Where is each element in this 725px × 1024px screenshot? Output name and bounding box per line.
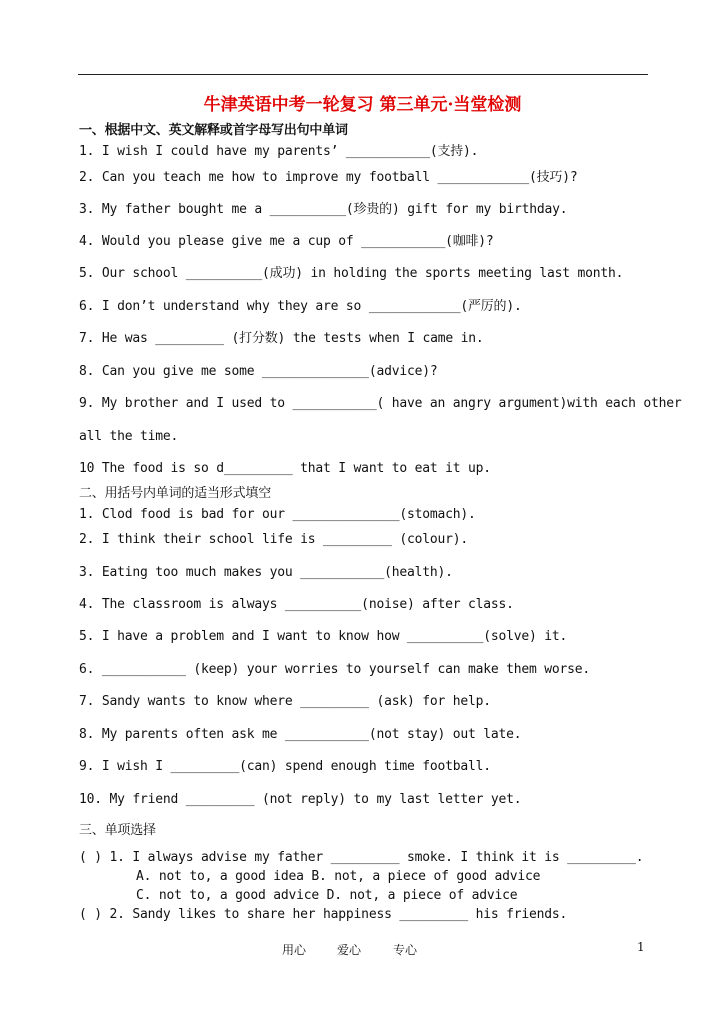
footer-motto: 专心 <box>393 943 418 957</box>
question-item-continuation: all the time. <box>79 429 179 444</box>
question-item: 6. I don’t understand why they are so ____________(严厉的). <box>79 299 522 314</box>
choice-options: A. not to, a good idea B. not, a piece of good advice <box>136 869 541 884</box>
section-2-heading: 二、用括号内单词的适当形式填空 <box>79 486 272 501</box>
header-rule <box>78 74 648 75</box>
question-item: 7. He was _________ (打分数) the tests when I came in. <box>79 331 484 346</box>
question-item: 2. Can you teach me how to improve my football ____________(技巧)? <box>79 170 578 185</box>
question-item: 7. Sandy wants to know where _________ (ask) for help. <box>79 694 491 709</box>
footer-motto: 爱心 <box>337 943 362 957</box>
question-item: 9. I wish I _________(can) spend enough time football. <box>79 759 491 774</box>
choice-question: ( ) 1. I always advise my father _________ smoke. I think it is _________. <box>79 850 644 865</box>
question-item: 8. My parents often ask me ___________(not stay) out late. <box>79 727 522 742</box>
page-number: 1 <box>637 940 645 954</box>
choice-question: ( ) 2. Sandy likes to share her happiness _________ his friends. <box>79 907 568 922</box>
question-item: 3. Eating too much makes you ___________(health). <box>79 565 453 580</box>
question-item: 1. Clod food is bad for our ______________(stomach). <box>79 507 476 522</box>
question-item: 2. I think their school life is _________ (colour). <box>79 532 468 547</box>
section-3-heading: 三、单项选择 <box>79 823 156 838</box>
question-item: 3. My father bought me a __________(珍贵的) gift for my birthday. <box>79 202 568 217</box>
question-item: 4. The classroom is always __________(noise) after class. <box>79 597 514 612</box>
question-item: 8. Can you give me some ______________(advice)? <box>79 364 438 379</box>
section-1-heading: 一、根据中文、英文解释或首字母写出句中单词 <box>79 123 348 138</box>
page-title: 牛津英语中考一轮复习 第三单元·当堂检测 <box>203 95 522 115</box>
question-item: 5. Our school __________(成功) in holding the sports meeting last month. <box>79 266 624 281</box>
question-item: 6. ___________ (keep) your worries to yourself can make them worse. <box>79 662 590 677</box>
question-item: 10 The food is so d_________ that I want to eat it up. <box>79 461 491 476</box>
question-item: 1. I wish I could have my parents’ ___________(支持). <box>79 144 479 159</box>
question-item: 10. My friend _________ (not reply) to my last letter yet. <box>79 792 522 807</box>
question-item: 5. I have a problem and I want to know how __________(solve) it. <box>79 629 568 644</box>
question-item: 4. Would you please give me a cup of ___________(咖啡)? <box>79 234 494 249</box>
choice-options: C. not to, a good advice D. not, a piece of advice <box>136 888 518 903</box>
footer-motto: 用心 <box>282 943 307 957</box>
question-item: 9. My brother and I used to ___________( have an angry argument)with each other <box>79 396 682 411</box>
